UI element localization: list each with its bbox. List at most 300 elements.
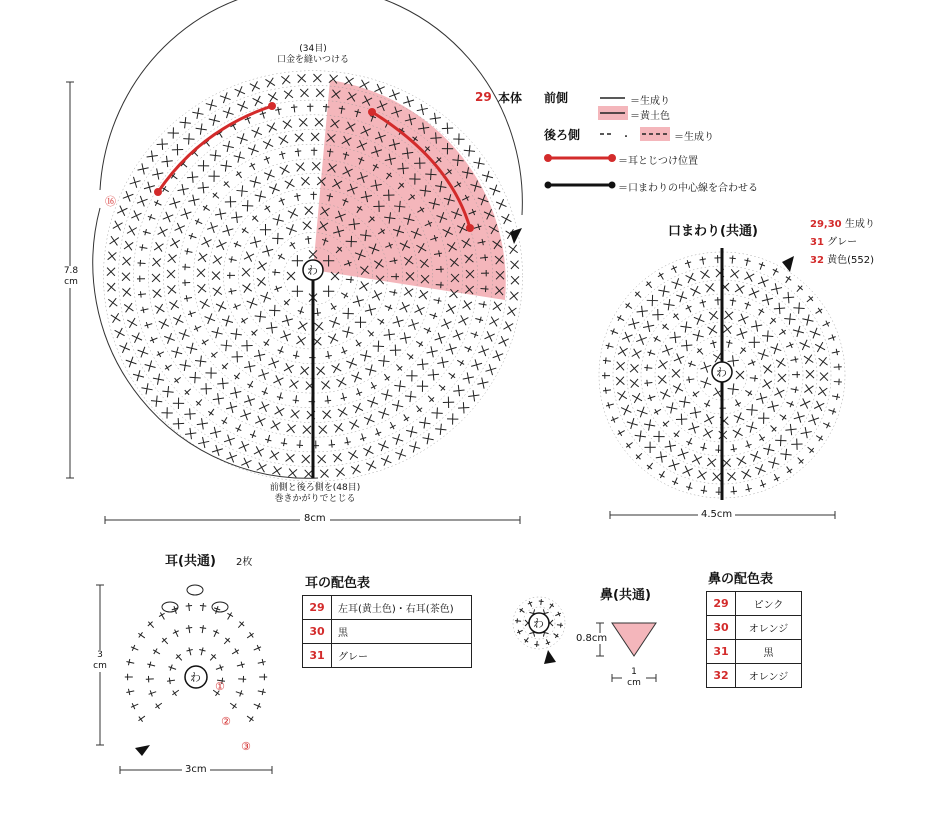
stitch-mark — [676, 291, 687, 302]
stitch-mark — [684, 259, 692, 269]
stitch-mark — [198, 160, 209, 171]
stitch-mark — [303, 426, 311, 434]
stitch-mark — [435, 424, 446, 435]
stitch-mark — [355, 317, 366, 328]
stitch-mark — [235, 689, 245, 698]
stitch-mark — [725, 339, 733, 348]
stitch-mark — [758, 413, 769, 424]
stitch-mark — [548, 602, 555, 610]
stitch-mark — [822, 420, 832, 429]
stitch-mark — [744, 272, 754, 282]
body-height-value: 7.8 — [63, 266, 79, 276]
stitch-mark — [768, 423, 778, 433]
stitch-mark — [237, 133, 248, 144]
stitch-mark — [328, 334, 338, 344]
stitch-mark — [107, 268, 115, 276]
stitch-mark — [200, 337, 210, 347]
ear-dot-left-a — [154, 188, 162, 196]
stitch-mark — [283, 120, 292, 129]
stitch-mark — [771, 343, 782, 354]
stitch-mark — [183, 294, 192, 302]
stitch-mark — [313, 74, 321, 82]
stitch-mark — [198, 253, 207, 262]
stitch-mark — [212, 445, 223, 456]
stitch-mark — [174, 652, 184, 662]
stitch-mark — [353, 296, 364, 307]
stitch-mark — [122, 257, 131, 266]
stitch-mark — [250, 237, 261, 248]
stitch-mark — [200, 299, 210, 309]
stitch-mark — [693, 330, 704, 341]
legend-back-separator: ・ — [621, 132, 631, 143]
stitch-mark — [417, 104, 428, 115]
stitch-mark — [238, 676, 246, 683]
stitch-mark — [257, 688, 266, 696]
stitch-mark — [107, 283, 115, 291]
stitch-mark — [250, 81, 260, 91]
stitch-mark — [802, 314, 813, 325]
stitch-mark — [810, 328, 821, 339]
stitch-mark — [263, 155, 272, 165]
stitch-mark — [751, 320, 762, 331]
stitch-mark — [804, 385, 813, 394]
stitch-mark — [714, 255, 721, 263]
stitch-mark — [311, 133, 319, 141]
stitch-mark — [516, 628, 523, 635]
stitch-mark — [196, 124, 207, 135]
stitch-mark — [378, 355, 389, 366]
stitch-mark — [231, 328, 242, 339]
stitch-mark — [354, 387, 363, 397]
stitch-mark — [805, 294, 815, 304]
stitch-mark — [744, 483, 752, 492]
stitch-mark — [378, 408, 389, 419]
stitch-mark — [250, 214, 260, 224]
stitch-mark — [263, 139, 273, 149]
stitch-mark — [260, 224, 271, 235]
stitch-mark — [207, 222, 218, 233]
stitch-mark — [463, 300, 472, 309]
stitch-mark — [403, 96, 414, 107]
stitch-mark — [746, 422, 757, 433]
stitch-mark — [182, 279, 190, 286]
stitch-mark — [743, 301, 752, 311]
stitch-mark — [242, 268, 250, 276]
stitch-mark — [224, 435, 235, 446]
stitch-mark — [250, 327, 260, 337]
stitch-mark — [637, 407, 648, 418]
stitch-mark — [644, 379, 653, 386]
stitch-mark — [230, 647, 240, 657]
stitch-mark — [692, 454, 702, 464]
stitch-mark — [652, 335, 662, 344]
stitch-mark — [801, 427, 812, 438]
stitch-mark — [727, 472, 736, 481]
stitch-mark — [367, 397, 378, 408]
stitch-mark — [296, 163, 305, 172]
stitch-mark — [794, 412, 805, 423]
stitch-mark — [437, 382, 447, 392]
stitch-mark — [288, 240, 298, 250]
stitch-mark — [295, 148, 302, 157]
stitch-mark — [323, 286, 334, 297]
stitch-mark — [278, 197, 287, 207]
table-row: 31 グレー — [303, 644, 472, 668]
stitch-mark — [292, 350, 300, 359]
stitch-mark — [645, 461, 655, 471]
stitch-mark — [209, 115, 220, 126]
stitch-mark — [285, 179, 295, 189]
stitch-mark — [661, 418, 671, 428]
stitch-mark — [137, 196, 148, 207]
table-row: 32 オレンジ — [707, 664, 802, 688]
stitch-mark — [778, 412, 788, 422]
stitch-mark — [152, 168, 163, 179]
stitch-mark — [686, 376, 695, 383]
stitch-mark — [277, 345, 286, 355]
stitch-mark — [336, 468, 345, 477]
stitch-mark — [297, 74, 305, 82]
stitch-mark — [296, 440, 303, 448]
stitch-mark — [831, 393, 840, 401]
stitch-mark — [737, 328, 748, 339]
ear-row-2: ② — [221, 715, 231, 728]
stitch-mark — [167, 677, 176, 684]
stitch-mark — [194, 397, 204, 407]
stitch-mark — [643, 321, 654, 332]
stitch-mark — [389, 288, 398, 296]
stitch-mark — [111, 313, 121, 323]
stitch-mark — [222, 636, 232, 646]
stitch-mark — [603, 357, 612, 364]
stitch-mark — [768, 316, 778, 326]
stitch-mark — [164, 333, 175, 344]
stitch-mark — [303, 221, 312, 230]
stitch-mark — [493, 302, 502, 311]
stitch-mark — [198, 437, 209, 448]
stitch-mark — [305, 236, 312, 245]
chain-loop — [162, 602, 178, 612]
ear-color-table — [302, 595, 472, 668]
stitch-mark — [630, 364, 639, 373]
stitch-mark — [144, 321, 154, 329]
stitch-mark — [453, 133, 464, 144]
stitch-mark — [644, 280, 654, 290]
stitch-mark — [132, 333, 142, 343]
body-bottom-note-2: 巻きかがりでとじる — [274, 494, 356, 504]
stitch-mark — [406, 370, 417, 381]
stitch-mark — [490, 185, 501, 196]
stitch-mark — [730, 269, 739, 278]
stitch-mark — [201, 383, 212, 394]
stitch-mark — [376, 316, 386, 326]
stitch-mark — [266, 322, 277, 333]
stitch-mark — [622, 332, 632, 342]
stitch-mark — [523, 636, 530, 644]
stitch-mark — [244, 395, 255, 406]
stitch-mark — [389, 90, 400, 101]
stitch-mark — [378, 441, 388, 451]
stitch-mark — [262, 245, 273, 256]
stitch-mark — [144, 182, 155, 193]
stitch-mark — [783, 274, 793, 284]
table-row: 30 オレンジ — [707, 616, 802, 640]
stitch-mark — [316, 89, 324, 97]
stitch-mark — [632, 393, 642, 403]
stitch-mark — [136, 631, 146, 641]
stitch-mark — [275, 106, 283, 115]
stitch-mark — [139, 244, 148, 252]
stitch-mark — [390, 345, 401, 356]
stitch-mark — [637, 306, 648, 317]
stitch-mark — [181, 208, 192, 219]
stitch-mark — [409, 442, 420, 453]
stitch-mark — [273, 375, 283, 385]
stitch-mark — [120, 343, 130, 353]
stitch-mark — [758, 277, 769, 288]
stitch-mark — [652, 309, 663, 320]
stitch-mark — [279, 135, 288, 144]
stitch-mark — [400, 332, 411, 343]
mouth-title: 口まわり(共通) — [668, 224, 758, 239]
stitch-mark — [272, 233, 283, 244]
stitch-mark — [319, 425, 327, 433]
stitch-mark — [814, 306, 824, 316]
stitch-mark — [744, 439, 753, 449]
stitch-mark — [153, 289, 162, 298]
stitch-mark — [770, 267, 779, 277]
stitch-mark — [793, 326, 804, 337]
stitch-mark — [557, 622, 563, 627]
stitch-mark — [305, 470, 313, 478]
stitch-mark — [130, 701, 140, 710]
stitch-mark — [463, 372, 474, 383]
stitch-mark — [272, 466, 281, 475]
stitch-mark — [351, 465, 361, 475]
stitch-mark — [489, 317, 499, 327]
stitch-mark — [115, 328, 125, 338]
stitch-mark — [653, 431, 664, 442]
stitch-mark — [456, 358, 466, 368]
stitch-mark — [153, 199, 163, 208]
stitch-mark — [699, 299, 707, 308]
stitch-mark — [207, 407, 217, 417]
stitch-mark — [232, 302, 242, 311]
stitch-mark — [700, 270, 709, 279]
stitch-mark — [276, 252, 286, 262]
stitch-mark — [258, 369, 269, 380]
stitch-mark — [273, 284, 283, 293]
stitch-mark — [278, 151, 286, 160]
ear-dot-left-b — [268, 102, 276, 110]
stitch-mark — [511, 276, 519, 284]
stitch-mark — [247, 298, 258, 309]
stitch-mark — [819, 357, 828, 366]
stitch-mark — [527, 600, 534, 607]
stitch-mark — [616, 314, 626, 323]
stitch-mark — [169, 198, 180, 209]
stitch-mark — [471, 359, 482, 370]
stitch-mark — [226, 452, 237, 463]
table-row: 30 黒 — [303, 620, 472, 644]
stitch-mark — [160, 636, 170, 646]
ear-count: 2枚 — [236, 557, 253, 568]
stitch-mark — [108, 298, 117, 307]
stitch-mark — [188, 232, 198, 241]
stitch-mark — [151, 396, 162, 407]
stitch-mark — [138, 291, 147, 298]
stitch-mark — [691, 389, 701, 399]
stitch-mark — [730, 444, 738, 453]
stitch-mark — [806, 370, 814, 378]
stitch-mark — [188, 195, 199, 206]
stitch-mark — [208, 652, 218, 662]
stitch-mark — [695, 346, 705, 356]
stitch-mark — [211, 628, 220, 638]
stitch-mark — [288, 208, 298, 218]
stitch-mark — [126, 357, 137, 368]
stitch-mark — [431, 407, 442, 418]
stitch-mark — [735, 284, 744, 293]
stitch-mark — [269, 305, 280, 316]
stitch-mark — [342, 327, 353, 338]
stitch-mark — [762, 294, 773, 305]
stitch-mark — [145, 361, 156, 372]
stitch-mark — [212, 272, 220, 280]
stitch-mark — [147, 213, 157, 222]
stitch-mark — [392, 434, 403, 445]
stitch-mark — [616, 428, 626, 438]
stitch-mark — [408, 319, 419, 330]
stitch-mark — [405, 351, 415, 361]
stitch-mark — [257, 277, 266, 286]
stitch-mark — [729, 297, 737, 306]
stitch-mark — [287, 272, 295, 280]
stitch-mark — [616, 377, 624, 385]
stitch-mark — [672, 429, 682, 439]
legend-back: 後ろ側 — [544, 128, 581, 142]
stitch-mark — [255, 311, 266, 322]
stitch-mark — [234, 152, 245, 163]
stitch-mark — [137, 276, 145, 283]
stitch-mark — [426, 394, 436, 404]
stitch-mark — [423, 433, 434, 444]
stitch-mark — [510, 261, 518, 269]
stitch-mark — [473, 158, 484, 169]
stitch-mark — [435, 333, 446, 344]
stitch-mark — [510, 292, 519, 301]
stitch-mark — [349, 420, 359, 430]
stitch-mark — [658, 360, 667, 369]
stitch-mark — [554, 611, 561, 618]
stitch-mark — [250, 177, 261, 188]
stitch-mark — [153, 374, 164, 385]
stitch-mark — [167, 664, 177, 673]
mouth-color-list — [810, 216, 875, 270]
stitch-mark — [373, 427, 382, 437]
stitch-mark — [170, 238, 180, 248]
stitch-mark — [242, 283, 251, 292]
stitch-mark — [392, 400, 403, 411]
stitch-mark — [678, 449, 689, 460]
stitch-mark — [149, 335, 159, 344]
stitch-mark — [660, 389, 670, 399]
stitch-mark — [201, 237, 211, 247]
stitch-mark — [286, 224, 297, 235]
stitch-mark — [291, 104, 298, 113]
stitch-mark — [682, 466, 692, 476]
stitch-mark — [155, 349, 165, 358]
stitch-mark — [222, 315, 233, 326]
stitch-mark — [168, 127, 179, 138]
stitch-mark — [833, 364, 841, 371]
table-row: 29 ピンク — [707, 592, 802, 616]
stitch-mark — [228, 701, 238, 711]
stitch-mark — [762, 379, 771, 388]
stitch-mark — [795, 455, 805, 465]
stitch-mark — [348, 450, 358, 460]
stitch-mark — [415, 339, 425, 349]
stitch-mark — [373, 341, 384, 352]
stitch-mark — [280, 165, 290, 175]
stitch-mark — [400, 302, 410, 312]
stitch-mark — [240, 226, 250, 236]
stitch-mark — [310, 192, 316, 200]
stitch-mark — [236, 185, 247, 196]
stitch-mark — [690, 286, 700, 296]
stitch-mark — [603, 387, 612, 394]
stitch-mark — [312, 162, 320, 170]
stitch-mark — [771, 283, 782, 294]
stitch-mark — [763, 444, 774, 455]
stitch-mark — [429, 311, 439, 320]
stitch-mark — [414, 305, 424, 315]
stitch-mark — [186, 647, 194, 656]
stitch-mark — [394, 362, 404, 372]
stitch-mark — [241, 340, 252, 351]
stitch-mark — [658, 286, 669, 297]
stitch-mark — [427, 346, 438, 357]
stitch-mark — [804, 355, 813, 364]
stitch-mark — [338, 407, 347, 416]
stitch-mark — [343, 308, 354, 319]
nose-color-table — [706, 591, 802, 688]
stitch-mark — [127, 318, 137, 328]
stitch-mark — [167, 270, 175, 278]
stitch-mark — [138, 163, 149, 174]
stitch-mark — [685, 482, 693, 491]
stitch-mark — [298, 321, 307, 330]
stitch-mark — [252, 644, 262, 653]
stitch-mark — [234, 423, 243, 433]
stitch-mark — [430, 113, 441, 124]
stitch-mark — [225, 611, 235, 621]
stitch-mark — [248, 161, 257, 171]
stitch-mark — [477, 378, 488, 389]
stitch-mark — [287, 424, 296, 433]
stitch-mark — [733, 398, 742, 408]
ear-stitch-marks — [125, 585, 267, 723]
stitch-mark — [246, 379, 255, 389]
stitch-mark — [353, 403, 363, 413]
stitch-mark — [212, 327, 223, 338]
stitch-mark — [827, 334, 837, 343]
stitch-mark — [605, 342, 614, 350]
nose-table-title: 鼻の配色表 — [708, 572, 774, 587]
stitch-mark — [189, 372, 200, 383]
stitch-mark — [184, 408, 195, 419]
stitch-mark — [123, 191, 134, 202]
